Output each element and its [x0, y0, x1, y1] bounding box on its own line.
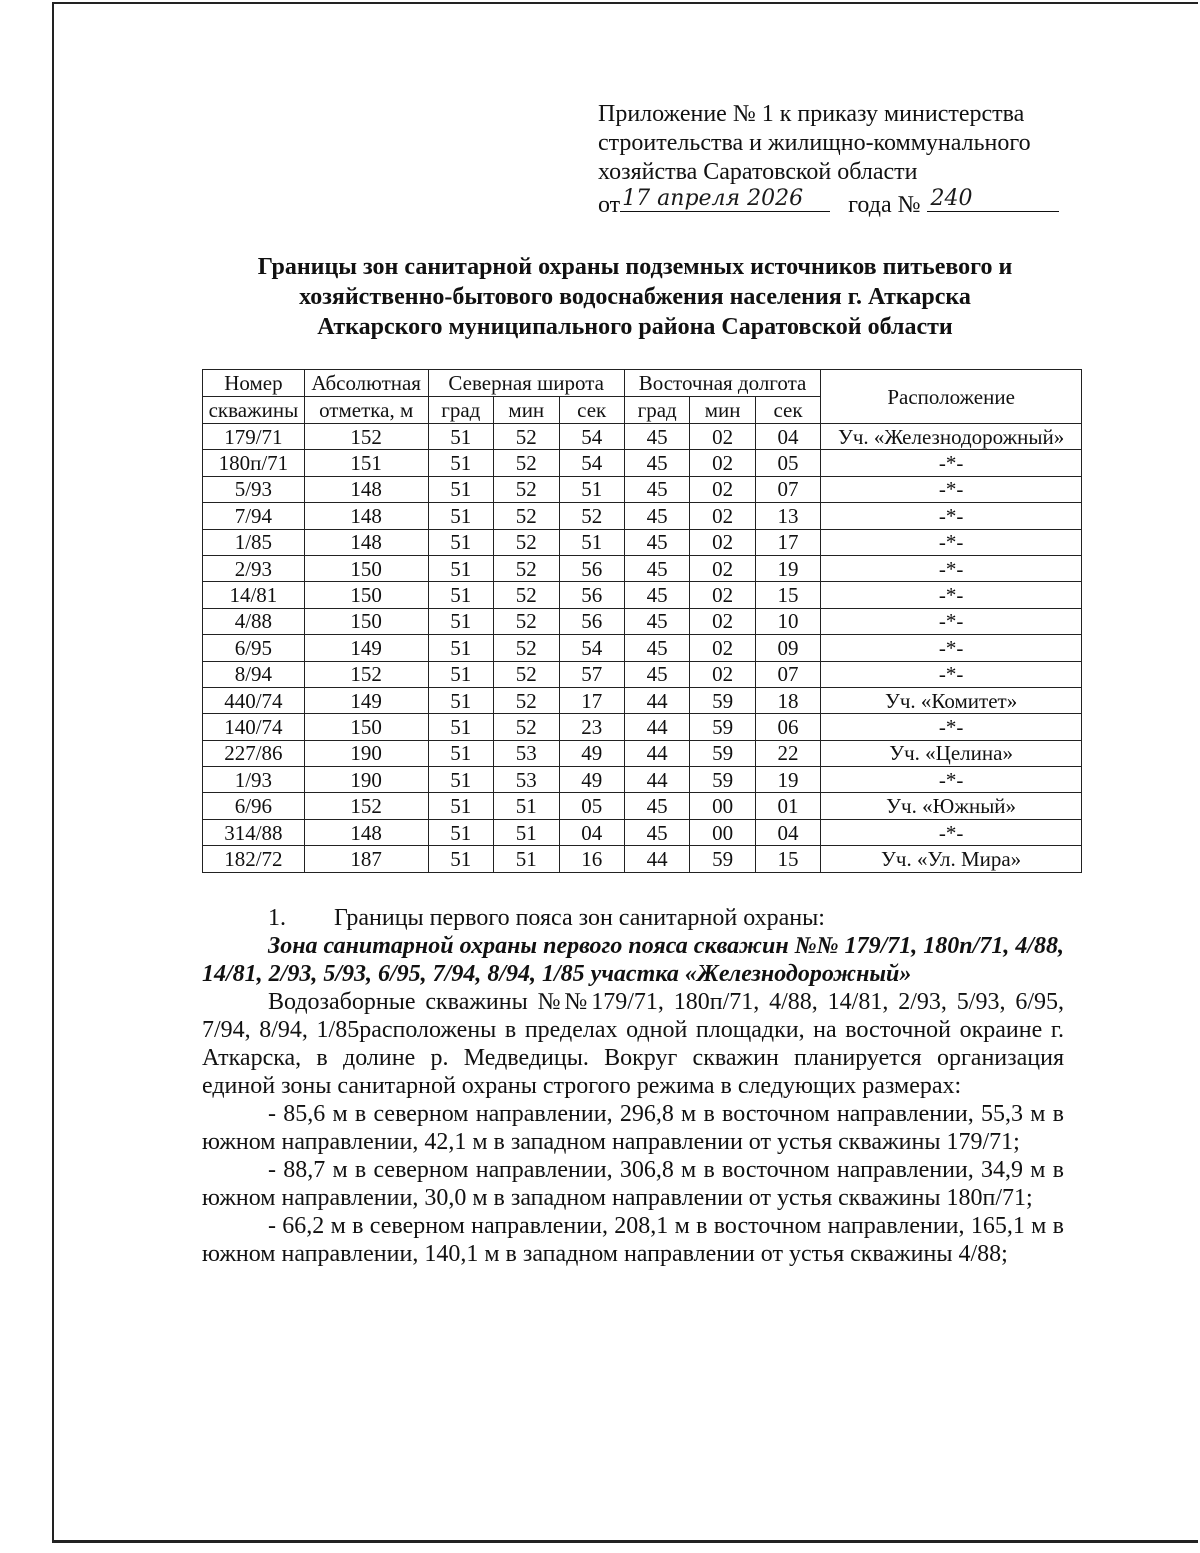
cell-elevation: 148 — [304, 529, 428, 555]
cell-lon-sec: 17 — [755, 529, 820, 555]
cell-elevation: 149 — [304, 635, 428, 661]
cell-lon-min: 59 — [690, 767, 755, 793]
cell-lon-min: 59 — [690, 846, 755, 872]
cell-lat-min: 53 — [494, 740, 559, 766]
cell-location: -*- — [821, 582, 1082, 608]
cell-lat-sec: 52 — [559, 503, 624, 529]
cell-elevation: 152 — [304, 424, 428, 450]
header-number-1: Номер — [203, 370, 305, 397]
cell-lon-deg: 45 — [624, 529, 690, 555]
cell-lat-deg: 51 — [428, 819, 494, 845]
cell-well-number: 1/85 — [203, 529, 305, 555]
cell-lat-sec: 16 — [559, 846, 624, 872]
cell-lat-sec: 56 — [559, 582, 624, 608]
cell-elevation: 148 — [304, 503, 428, 529]
cell-lon-deg: 44 — [624, 687, 690, 713]
cell-lon-deg: 45 — [624, 608, 690, 634]
cell-lon-min: 02 — [690, 635, 755, 661]
cell-location: Уч. «Ул. Мира» — [821, 846, 1082, 872]
cell-lat-min: 52 — [494, 608, 559, 634]
table-row — [203, 740, 1082, 766]
cell-lon-sec: 13 — [755, 503, 820, 529]
cell-lat-min: 52 — [494, 529, 559, 555]
cell-well-number: 6/96 — [203, 793, 305, 819]
cell-lat-deg: 51 — [428, 635, 494, 661]
cell-elevation: 150 — [304, 608, 428, 634]
cell-lon-min: 02 — [690, 529, 755, 555]
cell-lon-sec: 07 — [755, 476, 820, 502]
cell-lat-min: 52 — [494, 582, 559, 608]
table-row — [203, 793, 1082, 819]
cell-well-number: 1/93 — [203, 767, 305, 793]
cell-well-number: 227/86 — [203, 740, 305, 766]
cell-well-number: 314/88 — [203, 819, 305, 845]
header-number-2: скважины — [203, 397, 305, 424]
cell-lat-deg: 51 — [428, 793, 494, 819]
cell-elevation: 150 — [304, 714, 428, 740]
scan-border-left — [52, 2, 54, 1542]
cell-elevation: 187 — [304, 846, 428, 872]
cell-lat-min: 51 — [494, 793, 559, 819]
cell-lat-sec: 23 — [559, 714, 624, 740]
cell-location: Уч. «Южный» — [821, 793, 1082, 819]
cell-lat-min: 52 — [494, 661, 559, 687]
number-field — [927, 187, 1059, 212]
cell-lon-min: 59 — [690, 740, 755, 766]
cell-well-number: 182/72 — [203, 846, 305, 872]
section-1-number: 1. — [268, 905, 286, 931]
header-absolute-1: Абсолютная — [304, 370, 428, 397]
table-row — [203, 661, 1082, 687]
title-line-3: Аткарского муниципального района Саратовской области — [317, 314, 953, 340]
cell-lon-sec: 18 — [755, 687, 820, 713]
cell-lon-deg: 45 — [624, 476, 690, 502]
table-row — [203, 424, 1082, 450]
cell-location: -*- — [821, 555, 1082, 581]
cell-lon-sec: 01 — [755, 793, 820, 819]
cell-lat-sec: 54 — [559, 450, 624, 476]
cell-location: -*- — [821, 635, 1082, 661]
header-north-latitude: Северная широта — [428, 370, 624, 397]
table-row — [203, 529, 1082, 555]
header-north-sec: сек — [559, 397, 624, 424]
cell-location: -*- — [821, 476, 1082, 502]
section-1-heading — [202, 904, 1064, 932]
cell-location: -*- — [821, 767, 1082, 793]
cell-lat-deg: 51 — [428, 503, 494, 529]
zone-title: Зона санитарной охраны первого пояса скважин №№ 179/71, 180п/71, 4/88, 14/81, 2/93, 5/93, 6/95, 7/94, 8/94, 1/85 участка «Железнодорожный» — [202, 933, 1064, 987]
cell-location: -*- — [821, 714, 1082, 740]
header-east-longitude: Восточная долгота — [624, 370, 820, 397]
cell-lat-min: 52 — [494, 635, 559, 661]
cell-well-number: 6/95 — [203, 635, 305, 661]
cell-lon-sec: 19 — [755, 767, 820, 793]
cell-lon-deg: 45 — [624, 793, 690, 819]
cell-lat-min: 51 — [494, 846, 559, 872]
cell-elevation: 150 — [304, 555, 428, 581]
cell-lon-deg: 44 — [624, 846, 690, 872]
cell-lon-deg: 45 — [624, 555, 690, 581]
appendix-date-line — [598, 187, 1078, 220]
header-east-sec: сек — [755, 397, 820, 424]
cell-lon-min: 00 — [690, 793, 755, 819]
cell-location: -*- — [821, 529, 1082, 555]
cell-well-number: 180п/71 — [203, 450, 305, 476]
cell-lon-deg: 45 — [624, 661, 690, 687]
cell-lat-deg: 51 — [428, 608, 494, 634]
cell-lon-sec: 15 — [755, 846, 820, 872]
wells-table — [202, 369, 1082, 873]
cell-lat-min: 52 — [494, 714, 559, 740]
cell-lat-sec: 54 — [559, 424, 624, 450]
table-row — [203, 819, 1082, 845]
cell-lat-deg: 51 — [428, 714, 494, 740]
cell-lon-min: 02 — [690, 661, 755, 687]
cell-lon-min: 00 — [690, 819, 755, 845]
table-row — [203, 714, 1082, 740]
cell-lon-deg: 45 — [624, 503, 690, 529]
cell-elevation: 152 — [304, 793, 428, 819]
cell-location: -*- — [821, 661, 1082, 687]
cell-elevation: 148 — [304, 819, 428, 845]
cell-lon-min: 02 — [690, 582, 755, 608]
cell-elevation: 151 — [304, 450, 428, 476]
cell-elevation: 150 — [304, 582, 428, 608]
cell-lat-min: 52 — [494, 503, 559, 529]
cell-location: -*- — [821, 450, 1082, 476]
cell-lat-deg: 51 — [428, 450, 494, 476]
cell-lat-deg: 51 — [428, 740, 494, 766]
section-1 — [202, 904, 1064, 1268]
cell-lon-sec: 19 — [755, 555, 820, 581]
table-row — [203, 503, 1082, 529]
cell-lon-deg: 45 — [624, 450, 690, 476]
cell-lat-sec: 51 — [559, 529, 624, 555]
from-label: от — [598, 192, 621, 218]
cell-lat-deg: 51 — [428, 687, 494, 713]
cell-lat-sec: 17 — [559, 687, 624, 713]
cell-lat-deg: 51 — [428, 476, 494, 502]
cell-lon-deg: 45 — [624, 819, 690, 845]
cell-lat-min: 52 — [494, 424, 559, 450]
distance-item-4-88: - 66,2 м в северном направлении, 208,1 м в восточном направлении, 165,1 м в южном направлении, 140,1 м в западном направлении от устья скважины 4/88; — [202, 1213, 1064, 1267]
cell-lat-sec: 54 — [559, 635, 624, 661]
cell-location: Уч. «Железнодорожный» — [821, 424, 1082, 450]
cell-well-number: 140/74 — [203, 714, 305, 740]
appendix-line-2: строительства и жилищно-коммунального — [598, 130, 1031, 156]
cell-lon-sec: 04 — [755, 424, 820, 450]
cell-lat-min: 52 — [494, 476, 559, 502]
cell-lon-sec: 07 — [755, 661, 820, 687]
cell-lon-sec: 06 — [755, 714, 820, 740]
cell-well-number: 2/93 — [203, 555, 305, 581]
cell-location: -*- — [821, 608, 1082, 634]
cell-lat-sec: 56 — [559, 608, 624, 634]
cell-lon-sec: 10 — [755, 608, 820, 634]
cell-lat-deg: 51 — [428, 661, 494, 687]
cell-elevation: 190 — [304, 740, 428, 766]
cell-lat-sec: 04 — [559, 819, 624, 845]
cell-elevation: 152 — [304, 661, 428, 687]
cell-lon-min: 02 — [690, 608, 755, 634]
distance-item-179-71: - 85,6 м в северном направлении, 296,8 м в восточном направлении, 55,3 м в южном направлении, 42,1 м в западном направлении от устья скважины 179/71; — [202, 1101, 1064, 1155]
cell-location: Уч. «Комитет» — [821, 687, 1082, 713]
cell-lat-min: 52 — [494, 687, 559, 713]
header-east-min: мин — [690, 397, 755, 424]
header-north-min: мин — [494, 397, 559, 424]
cell-lat-sec: 57 — [559, 661, 624, 687]
cell-lat-min: 51 — [494, 819, 559, 845]
section-1-heading-text: Границы первого пояса зон санитарной охраны: — [334, 905, 825, 931]
cell-lon-deg: 45 — [624, 635, 690, 661]
cell-lat-sec: 05 — [559, 793, 624, 819]
cell-lon-min: 02 — [690, 450, 755, 476]
table-row — [203, 582, 1082, 608]
table-row — [203, 450, 1082, 476]
cell-well-number: 7/94 — [203, 503, 305, 529]
header-absolute-2: отметка, м — [304, 397, 428, 424]
cell-lat-min: 53 — [494, 767, 559, 793]
cell-lon-deg: 45 — [624, 582, 690, 608]
table-row — [203, 555, 1082, 581]
cell-well-number: 4/88 — [203, 608, 305, 634]
cell-lat-sec: 49 — [559, 740, 624, 766]
title-line-2: хозяйственно-бытового водоснабжения населения г. Аткарска — [299, 284, 971, 310]
cell-well-number: 440/74 — [203, 687, 305, 713]
scan-border-top — [52, 2, 1198, 4]
header-location: Расположение — [821, 370, 1082, 424]
cell-lat-sec: 51 — [559, 476, 624, 502]
appendix-line-1: Приложение № 1 к приказу министерства — [598, 101, 1025, 127]
cell-lon-min: 02 — [690, 555, 755, 581]
cell-lat-deg: 51 — [428, 424, 494, 450]
cell-location: -*- — [821, 503, 1082, 529]
cell-elevation: 148 — [304, 476, 428, 502]
cell-lat-deg: 51 — [428, 767, 494, 793]
cell-location: -*- — [821, 819, 1082, 845]
cell-lat-deg: 51 — [428, 582, 494, 608]
cell-lon-sec: 04 — [755, 819, 820, 845]
table-row — [203, 635, 1082, 661]
cell-lat-deg: 51 — [428, 529, 494, 555]
cell-lon-deg: 44 — [624, 767, 690, 793]
cell-lat-min: 52 — [494, 450, 559, 476]
appendix-header — [598, 100, 1078, 220]
document-title — [200, 252, 1070, 342]
header-east-deg: град — [624, 397, 690, 424]
cell-lat-sec: 56 — [559, 555, 624, 581]
wells-table-body — [203, 424, 1082, 873]
cell-lat-deg: 51 — [428, 555, 494, 581]
table-row — [203, 687, 1082, 713]
cell-lon-min: 02 — [690, 424, 755, 450]
appendix-line-3: хозяйства Саратовской области — [598, 159, 918, 185]
cell-well-number: 8/94 — [203, 661, 305, 687]
cell-lon-deg: 44 — [624, 740, 690, 766]
cell-lon-min: 59 — [690, 687, 755, 713]
cell-elevation: 190 — [304, 767, 428, 793]
cell-well-number: 179/71 — [203, 424, 305, 450]
cell-lat-deg: 51 — [428, 846, 494, 872]
title-line-1: Границы зон санитарной охраны подземных источников питьевого и — [257, 254, 1013, 280]
cell-lat-min: 52 — [494, 555, 559, 581]
table-row — [203, 846, 1082, 872]
cell-lon-sec: 15 — [755, 582, 820, 608]
cell-lon-deg: 45 — [624, 424, 690, 450]
number-handwritten: 240 — [930, 186, 973, 211]
cell-lon-deg: 44 — [624, 714, 690, 740]
header-north-deg: град — [428, 397, 494, 424]
distance-item-180p-71: - 88,7 м в северном направлении, 306,8 м в восточном направлении, 34,9 м в южном направлении, 30,0 м в западном направлении от устья скважины 180п/71; — [202, 1157, 1064, 1211]
date-field — [620, 187, 830, 212]
cell-lon-min: 02 — [690, 476, 755, 502]
table-row — [203, 767, 1082, 793]
cell-well-number: 14/81 — [203, 582, 305, 608]
cell-well-number: 5/93 — [203, 476, 305, 502]
scan-border-bottom — [52, 1540, 1198, 1543]
cell-lat-sec: 49 — [559, 767, 624, 793]
cell-lon-sec: 22 — [755, 740, 820, 766]
cell-lon-sec: 05 — [755, 450, 820, 476]
cell-lon-min: 59 — [690, 714, 755, 740]
table-row — [203, 608, 1082, 634]
table-row — [203, 476, 1082, 502]
cell-lon-sec: 09 — [755, 635, 820, 661]
date-handwritten: 17 апреля 2026 — [622, 186, 804, 211]
cell-lon-min: 02 — [690, 503, 755, 529]
cell-location: Уч. «Целина» — [821, 740, 1082, 766]
year-number-label: года № — [848, 192, 921, 218]
wells-paragraph: Водозаборные скважины №№179/71, 180п/71, 4/88, 14/81, 2/93, 5/93, 6/95, 7/94, 8/94, 1/85расположены в пределах одной площадки, на восточной окраине г. Аткарска, в долине р. Медведицы. Вокруг скважин планируется организация единой зоны санитарной охраны строгого режима в следующих размерах: — [202, 989, 1064, 1099]
cell-elevation: 149 — [304, 687, 428, 713]
